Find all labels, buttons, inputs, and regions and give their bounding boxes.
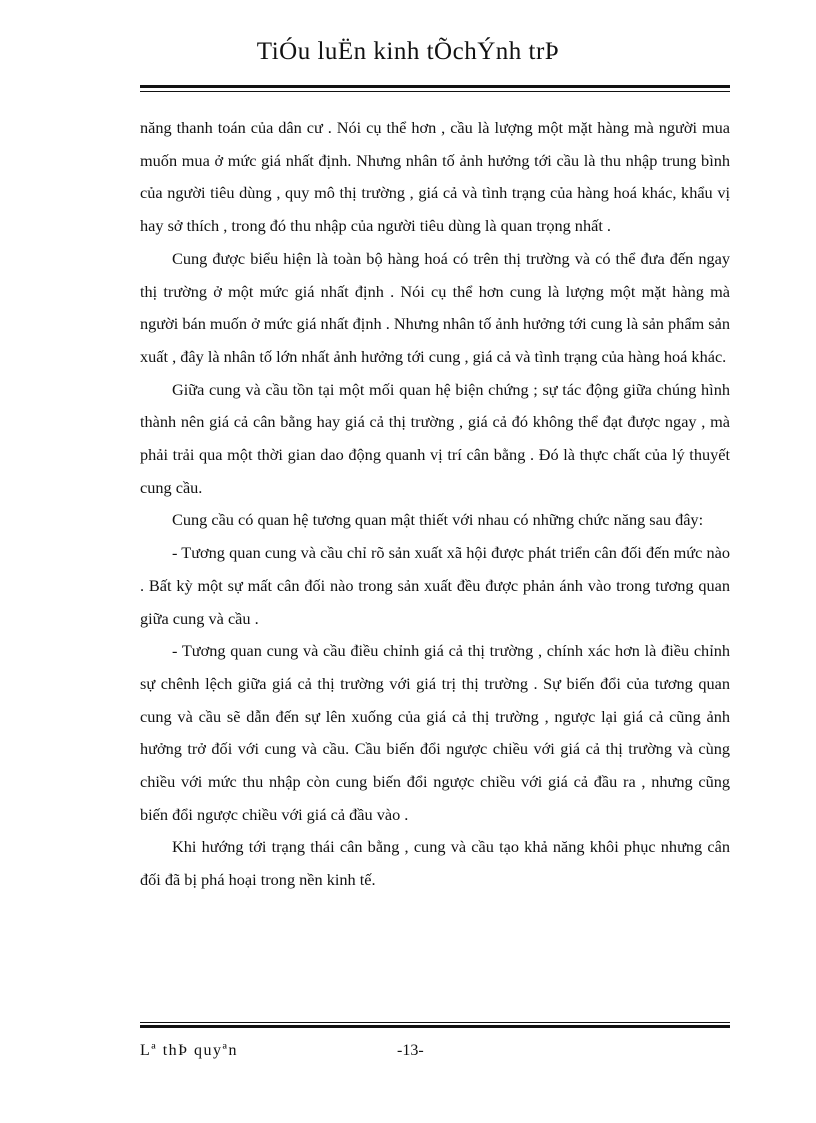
footer-rule-thick xyxy=(140,1025,730,1028)
document-body xyxy=(140,112,730,897)
header-rule-thin xyxy=(140,91,730,92)
bullet-item-1: - Tương quan cung và cầu chỉ rõ sản xuất xã hội được phát triển cân đối đến mức nào . Bất kỳ một sự mất cân đối nào trong sản xuất đều được phản ánh vào trong tương quan giữa cung và cầu . xyxy=(140,543,730,628)
paragraph-1: năng thanh toán của dân cư . Nói cụ thể hơn , cầu là lượng một mặt hàng mà người mua muốn mua ở mức giá nhất định. Nhưng nhân tố ảnh hưởng tới cầu là thu nhập trung bình của người tiêu dùng , quy mô thị trường , giá cả và tình trạng của hàng hoá khác, khẩu vị hay sở thích , trong đó thu nhập của người tiêu dùng là quan trọng nhất . xyxy=(140,118,730,236)
paragraph-4: Cung cầu có quan hệ tương quan mật thiết với nhau có những chức năng sau đây: xyxy=(172,510,704,530)
footer-rule-thin xyxy=(140,1022,730,1023)
page-number: -13- xyxy=(397,1042,424,1059)
paragraph-2: Cung được biểu hiện là toàn bộ hàng hoá có trên thị trường và có thể đưa đến ngay thị trường ở một mức giá nhất định . Nói cụ thể hơn cung là lượng một mặt hàng mà người bán muốn ở mức giá nhất định . Nhưng nhân tố ảnh hưởng tới cung là sản phẩm sản xuất , đây là nhân tố lớn nhất ảnh hưởng tới cung , giá cả và tình trạng của hàng hoá khác. xyxy=(140,248,730,366)
paragraph-5: Khi hướng tới trạng thái cân bằng , cung và cầu tạo khả năng khôi phục nhưng cân đối đã bị phá hoại trong nền kinh tế. xyxy=(140,837,730,890)
document-title: TiÓu luËn kinh tÕchÝnh trÞ xyxy=(256,38,560,65)
paragraph-3: Giữa cung và cầu tồn tại một mối quan hệ biện chứng ; sự tác động giữa chúng hình thành nên giá cả cân bằng hay giá cả thị trường , giá cả đó không thể đạt được ngay , mà phải trải qua một thời gian dao động quanh vị trí cân bằng . Đó là thực chất của lý thuyết cung cầu. xyxy=(140,379,730,497)
footer-author: Lª thÞ quyªn xyxy=(140,1042,238,1059)
header-rule-thick xyxy=(140,85,730,88)
bullet-item-2: - Tương quan cung và cầu điều chỉnh giá cả thị trường , chính xác hơn là điều chỉnh sự chênh lệch giữa giá cả thị trường với giá trị thị trường . Sự biến đổi của tương quan cung và cầu sẽ dẫn đến sự lên xuống của giá cả thị trường , ngược lại giá cả cũng ảnh hưởng trở đối với cung và cầu. Cầu biến đổi ngược chiều với giá cả thị trường và cùng chiều với mức thu nhập còn cung biến đổi ngược chiều với giá cả đầu ra , nhưng cũng biến đổi ngược chiều với giá cả đầu vào . xyxy=(140,641,730,824)
